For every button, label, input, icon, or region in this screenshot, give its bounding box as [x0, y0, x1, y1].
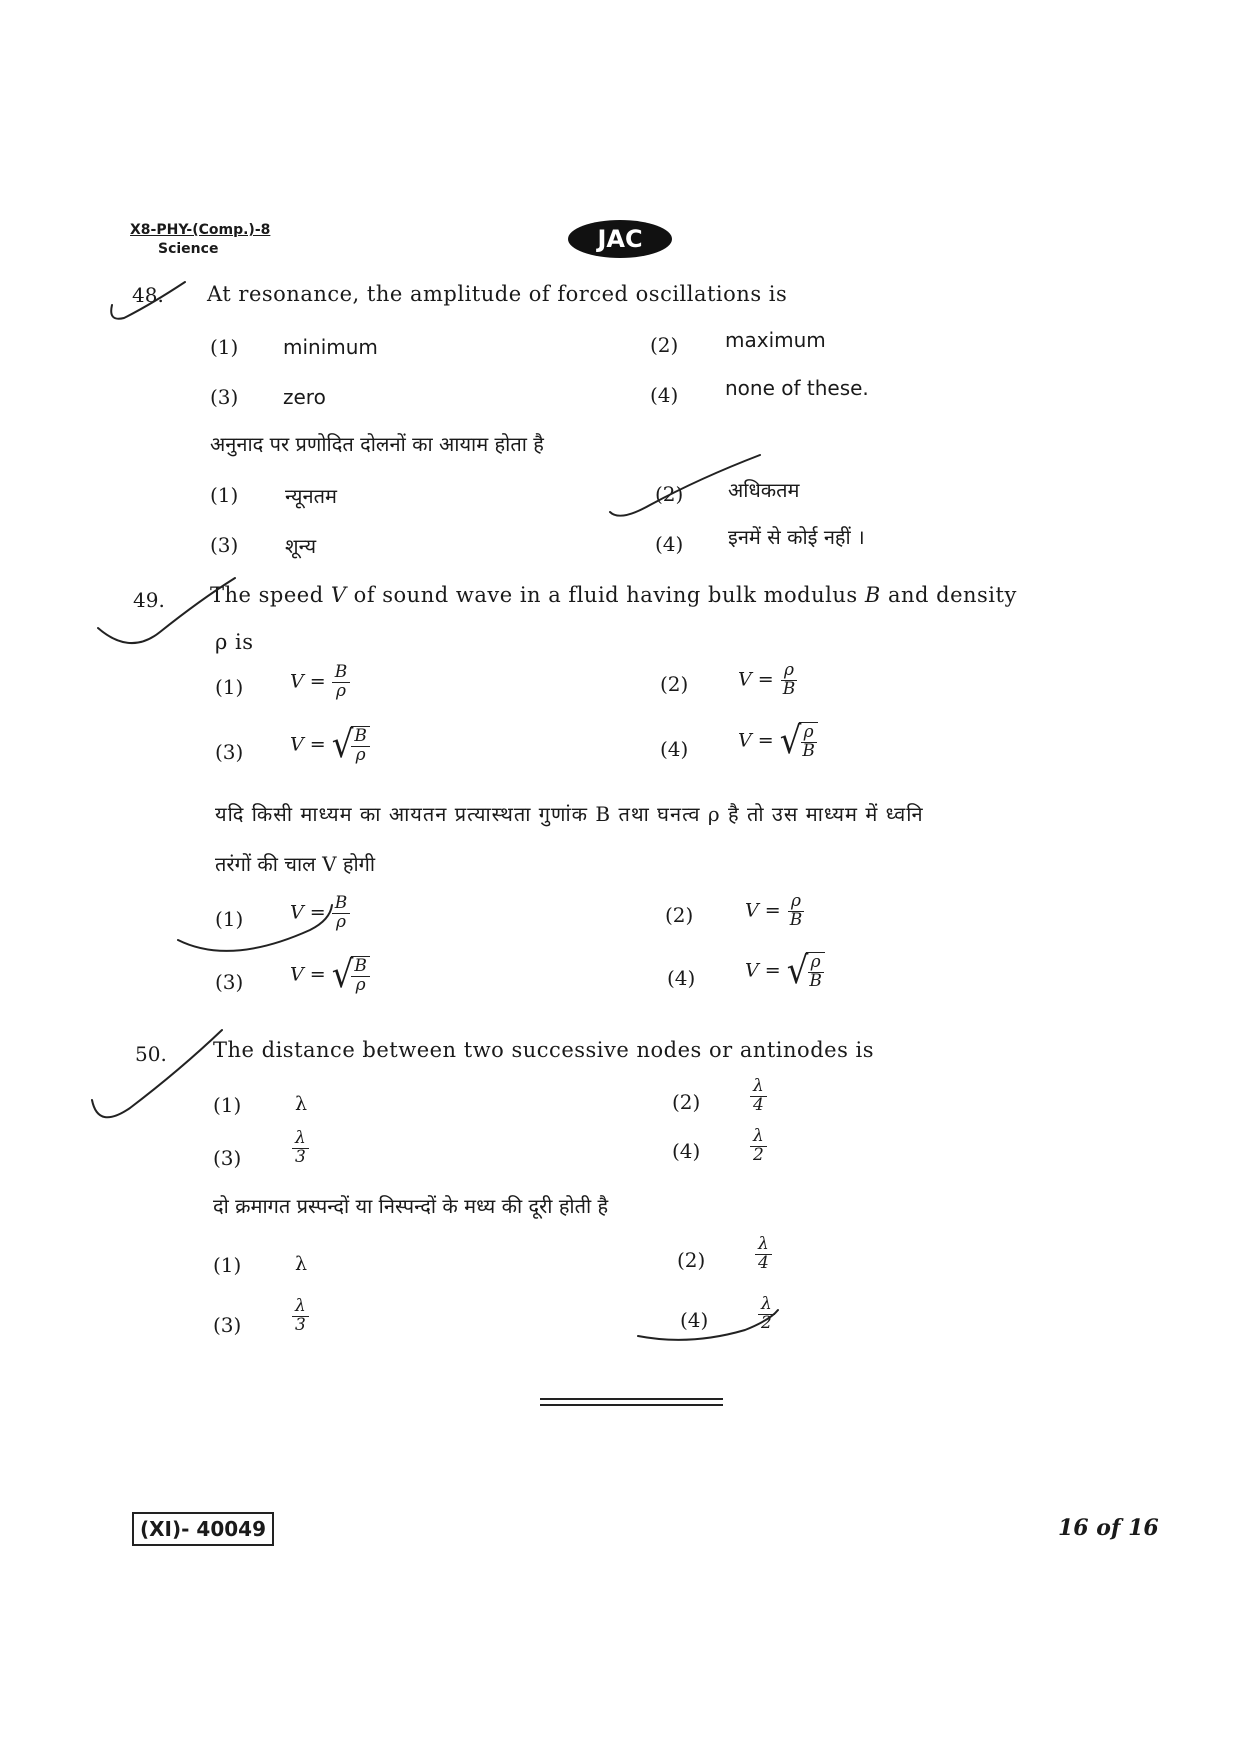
- q48-en-opt2-label: (2): [650, 333, 679, 357]
- q48-en-opt4-text: none of these.: [725, 376, 869, 400]
- fraction: [755, 1236, 772, 1273]
- q49-hi-opt3-expr: [290, 953, 370, 998]
- q50-en-opt1-label: (1): [213, 1093, 242, 1117]
- denominator: B: [782, 678, 796, 699]
- fraction: [351, 728, 370, 765]
- q48-en-opt3-text: zero: [283, 385, 326, 409]
- denominator: 4: [758, 1252, 769, 1273]
- numerator: B: [332, 664, 351, 683]
- paper-code: X8-PHY-(Comp.)-8: [130, 222, 271, 238]
- q49-text-hi-line2: तरंगों की चाल V होगी: [215, 852, 376, 876]
- lhs: V =: [290, 963, 326, 986]
- q50-hi-opt2-expr: [755, 1236, 772, 1273]
- numerator: λ: [292, 1130, 309, 1149]
- q49-en-opt1-label: (1): [215, 675, 244, 699]
- q50-number: 50.: [135, 1042, 167, 1066]
- q50-text-en: The distance between two successive nodes or antinodes is: [213, 1038, 875, 1062]
- denominator: B: [789, 909, 803, 930]
- fraction: [292, 1130, 309, 1167]
- q50-hi-opt4-label: (4): [680, 1308, 709, 1332]
- numerator: ρ: [801, 724, 817, 743]
- fraction: [351, 958, 370, 995]
- lhs: V =: [290, 733, 326, 756]
- end-divider: [540, 1404, 723, 1406]
- q49-text-part: The speed: [210, 583, 331, 607]
- q50-en-opt4-label: (4): [672, 1139, 701, 1163]
- square-root: √ $\frac{\rho}{B}$: [787, 952, 825, 991]
- q48-hi-opt1-text: न्यूनतम: [285, 484, 337, 508]
- numerator: λ: [755, 1236, 772, 1255]
- q49-text-part: of sound wave in a fluid having bulk modulus: [346, 583, 865, 607]
- q48-hi-opt2-label: (2): [655, 482, 684, 506]
- q49-en-opt3-expr: [290, 723, 370, 768]
- lhs: V =: [745, 959, 781, 982]
- subject-label: Science: [158, 241, 219, 257]
- denominator: 4: [753, 1094, 764, 1115]
- q49-hi-opt1-label: (1): [215, 907, 244, 931]
- q49-hi-opt1-expr: [290, 895, 350, 932]
- q48-hi-opt1-label: (1): [210, 483, 239, 507]
- q50-en-opt3-label: (3): [213, 1146, 242, 1170]
- q48-hi-opt2-text: अधिकतम: [728, 478, 800, 502]
- denominator: ρ: [355, 974, 366, 995]
- fraction: [750, 1078, 767, 1115]
- q48-en-opt1-text: minimum: [283, 335, 378, 359]
- q49-en-opt4-label: (4): [660, 737, 689, 761]
- denominator: 3: [295, 1146, 306, 1167]
- q48-hi-opt4-label: (4): [655, 532, 684, 556]
- q49-text-part: and density: [880, 583, 1017, 607]
- numerator: B: [332, 895, 351, 914]
- lhs: V =: [745, 899, 781, 922]
- q49-text-hi-line1: यदि किसी माध्यम का आयतन प्रत्यास्थता गुणांक B तथा घनत्व ρ है तो उस माध्यम में ध्वनि: [215, 802, 924, 826]
- numerator: B: [351, 958, 370, 977]
- q48-hi-opt3-text: शून्य: [285, 534, 317, 558]
- q48-number: 48.: [132, 283, 164, 307]
- q49-en-opt2-expr: [738, 662, 798, 699]
- fraction: [799, 724, 818, 761]
- fraction: [332, 895, 351, 932]
- denominator: B: [809, 970, 822, 991]
- lhs: V =: [290, 901, 326, 924]
- footer-paper-code: (XI)- 40049: [132, 1512, 274, 1546]
- lhs: V =: [290, 670, 326, 693]
- fraction: [806, 954, 825, 991]
- q48-text-en: At resonance, the amplitude of forced oscillations is: [207, 282, 788, 306]
- q48-en-opt3-label: (3): [210, 385, 239, 409]
- denominator: ρ: [335, 911, 346, 932]
- q49-number: 49.: [133, 588, 165, 612]
- fraction: [787, 893, 806, 930]
- numerator: ρ: [788, 893, 804, 912]
- square-root: √ $\frac{\rho}{B}$: [780, 722, 818, 761]
- end-divider: [540, 1398, 723, 1400]
- q50-hi-opt3-label: (3): [213, 1313, 242, 1337]
- q50-hi-opt2-label: (2): [677, 1248, 706, 1272]
- numerator: ρ: [808, 954, 824, 973]
- board-badge: JAC: [568, 220, 672, 258]
- denominator: 3: [295, 1314, 306, 1335]
- q50-hi-opt3-expr: [292, 1298, 309, 1335]
- fraction: [758, 1296, 775, 1333]
- q49-en-opt4-expr: [738, 719, 818, 764]
- denominator: ρ: [355, 744, 366, 765]
- q49-var-b: B: [864, 583, 881, 607]
- numerator: λ: [750, 1078, 767, 1097]
- q49-text-en-line2: ρ is: [215, 630, 254, 654]
- q50-en-opt1-val: λ: [295, 1093, 308, 1115]
- numerator: λ: [750, 1128, 767, 1147]
- q49-hi-opt2-expr: [745, 893, 805, 930]
- q49-en-opt2-label: (2): [660, 672, 689, 696]
- q50-en-opt4-expr: [750, 1128, 767, 1165]
- numerator: B: [351, 728, 370, 747]
- square-root: √ $\frac{B}{\rho}$: [332, 956, 370, 995]
- q49-hi-opt4-label: (4): [667, 966, 696, 990]
- q50-hi-opt1-val: λ: [295, 1253, 308, 1275]
- numerator: λ: [758, 1296, 775, 1315]
- q49-en-opt1-expr: [290, 664, 350, 701]
- q48-en-opt2-text: maximum: [725, 328, 826, 352]
- q50-en-opt2-label: (2): [672, 1090, 701, 1114]
- denominator: ρ: [335, 680, 346, 701]
- denominator: B: [802, 740, 815, 761]
- q48-hi-opt3-label: (3): [210, 533, 239, 557]
- q50-en-opt2-expr: [750, 1078, 767, 1115]
- q50-text-hi: दो क्रमागत प्रस्पन्दों या निस्पन्दों के मध्य की दूरी होती है: [213, 1194, 609, 1218]
- q48-en-opt1-label: (1): [210, 335, 239, 359]
- q49-text-en-line1: [210, 583, 1017, 607]
- fraction: [780, 662, 799, 699]
- q49-hi-opt3-label: (3): [215, 970, 244, 994]
- fraction: [750, 1128, 767, 1165]
- q50-hi-opt4-expr: [758, 1296, 775, 1333]
- q49-var-v: V: [330, 583, 347, 607]
- fraction: [292, 1298, 309, 1335]
- denominator: 2: [753, 1144, 764, 1165]
- q50-hi-opt1-label: (1): [213, 1253, 242, 1277]
- q49-hi-opt4-expr: [745, 949, 825, 994]
- numerator: ρ: [781, 662, 797, 681]
- denominator: 2: [761, 1312, 772, 1333]
- q49-en-opt3-label: (3): [215, 740, 244, 764]
- q48-en-opt4-label: (4): [650, 383, 679, 407]
- numerator: λ: [292, 1298, 309, 1317]
- lhs: V =: [738, 729, 774, 752]
- page-number: 16 of 16: [1058, 1515, 1159, 1541]
- q48-text-hi: अनुनाद पर प्रणोदित दोलनों का आयाम होता है: [210, 432, 544, 456]
- q48-hi-opt4-text: इनमें से कोई नहीं ।: [728, 525, 865, 549]
- fraction: [332, 664, 351, 701]
- q49-hi-opt2-label: (2): [665, 903, 694, 927]
- lhs: V =: [738, 668, 774, 691]
- q50-en-opt3-expr: [292, 1130, 309, 1167]
- square-root: √ $\frac{B}{\rho}$: [332, 726, 370, 765]
